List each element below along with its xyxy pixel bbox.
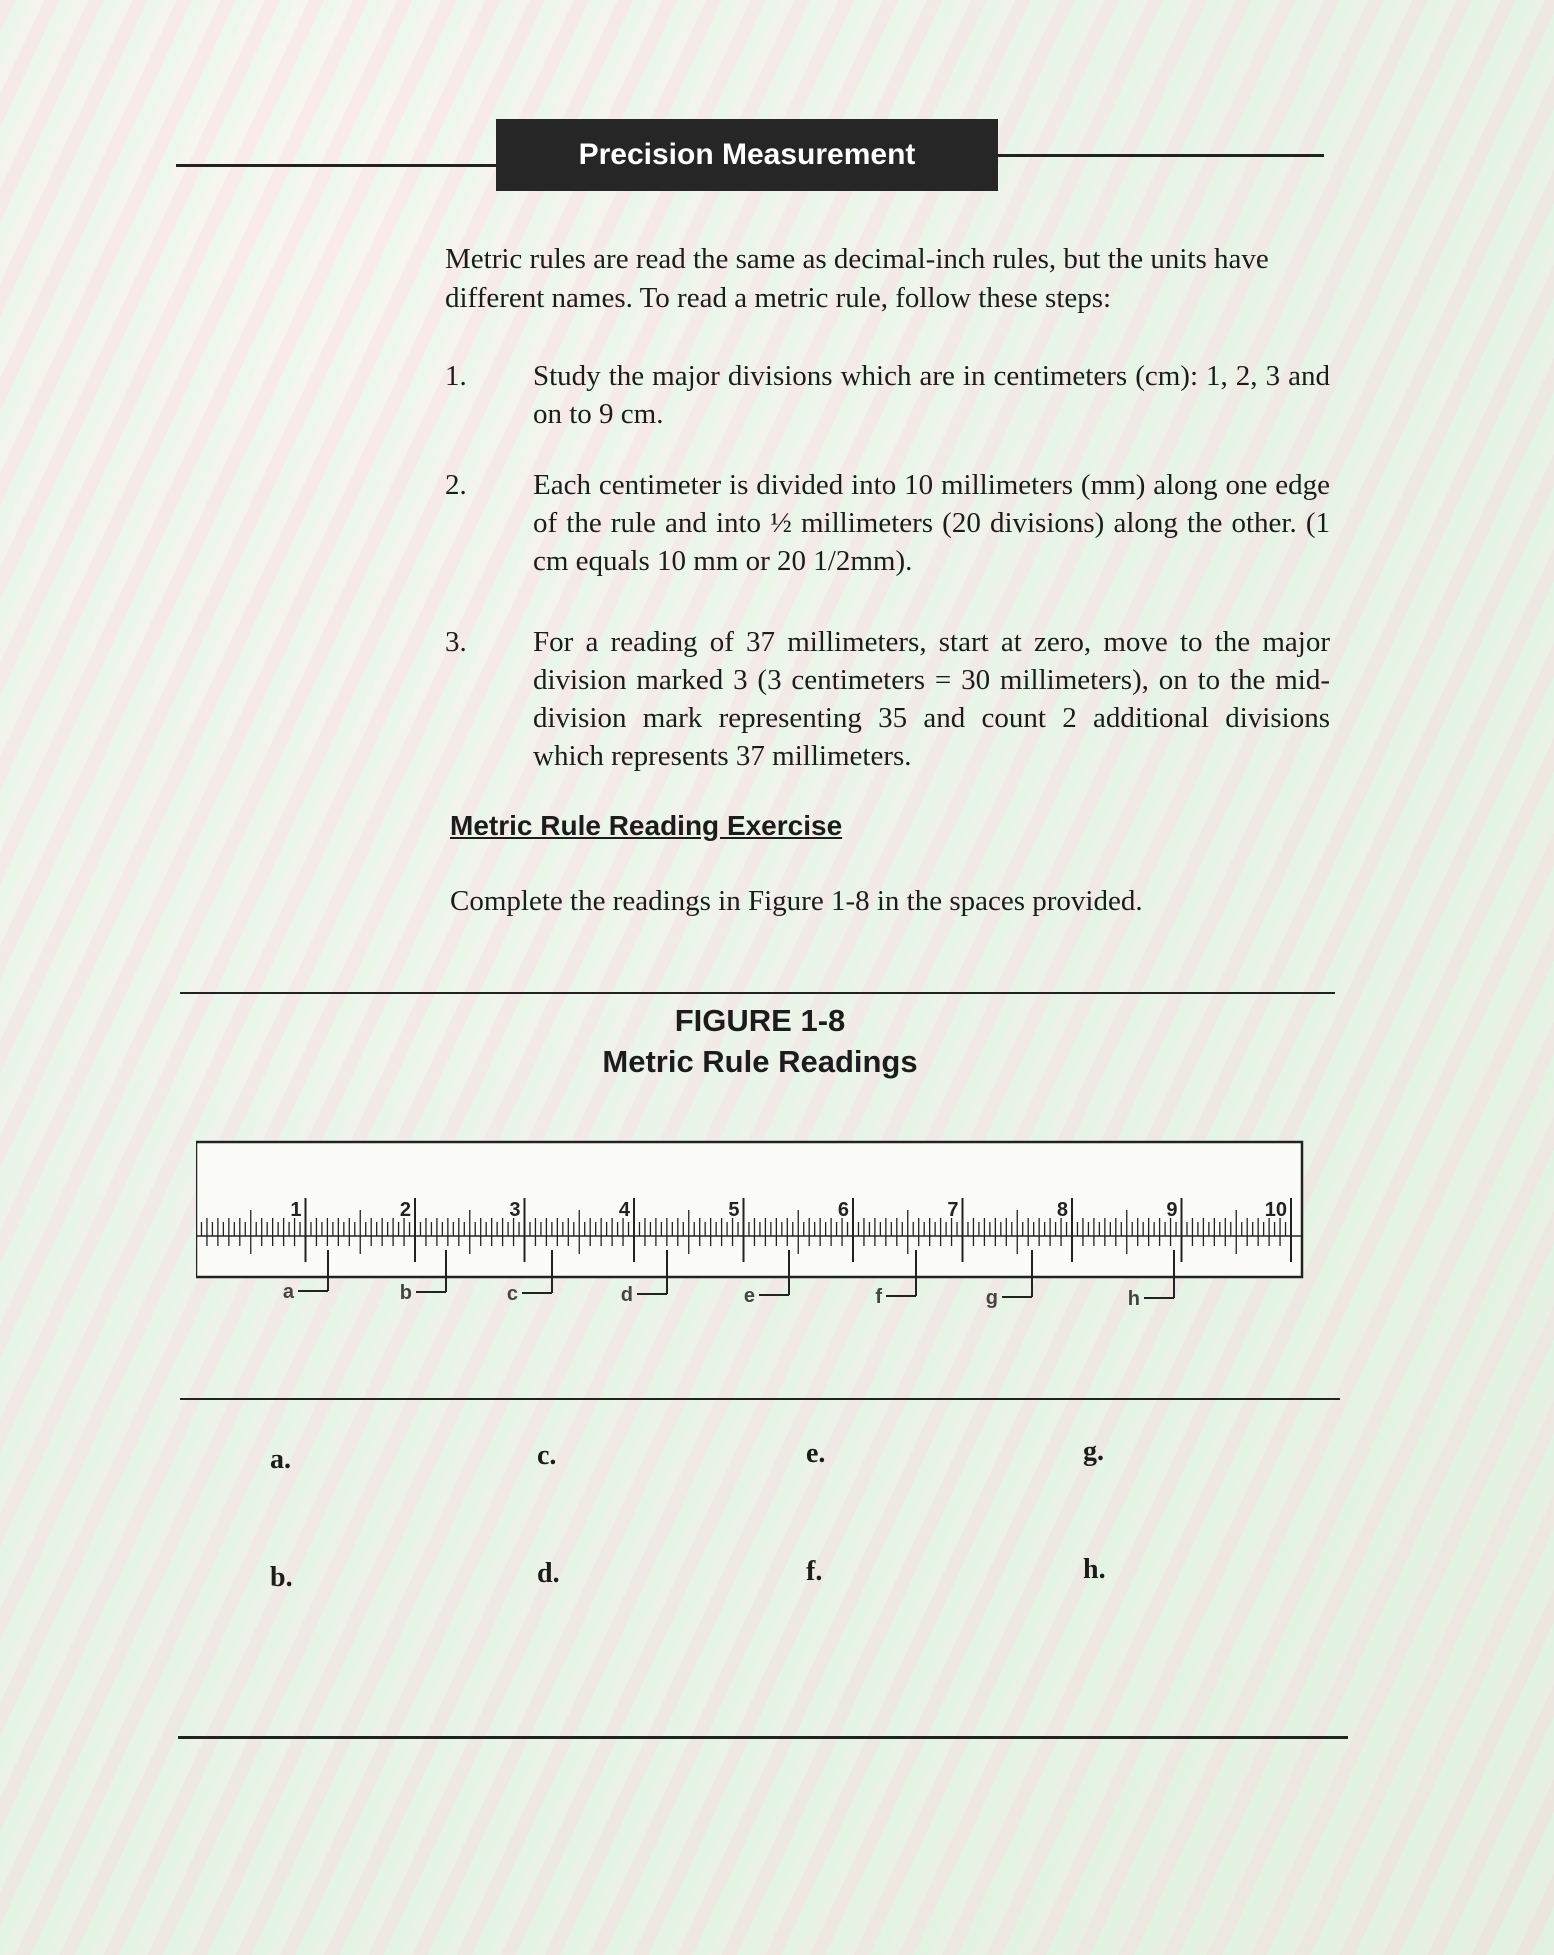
pointer-label-a: a xyxy=(282,1281,294,1303)
answer-a-label: a. xyxy=(270,1444,291,1475)
figure-title xyxy=(560,1000,960,1082)
step-text: Study the major divisions which are in centimeters (cm): 1, 2, 3 and on to 9 cm. xyxy=(533,360,1330,430)
answer-g-label: g. xyxy=(1083,1436,1104,1467)
metric-ruler xyxy=(196,1136,1306,1356)
answer-c-label: c. xyxy=(537,1440,557,1471)
answer-e-label: e. xyxy=(806,1438,826,1469)
ruler-number: 9 xyxy=(1166,1199,1178,1221)
page-header xyxy=(496,119,998,191)
header-rule-left xyxy=(176,164,496,167)
ruler-number: 2 xyxy=(399,1199,411,1221)
figure-number: FIGURE 1-8 xyxy=(674,1003,846,1038)
ruler-number: 1 xyxy=(290,1199,302,1221)
ruler-number: 3 xyxy=(509,1199,521,1221)
pointer-label-f: f xyxy=(875,1286,882,1308)
answer-b-label: b. xyxy=(270,1562,293,1593)
answer-d-label: d. xyxy=(537,1558,560,1589)
intro-paragraph: Metric rules are read the same as decimal-inch rules, but the units have different names. To read a metric rule, follow these steps: xyxy=(445,243,1269,314)
step-text: For a reading of 37 millimeters, start at zero, move to the major division marked 3 (3 centimeters = 30 millimeters), on to the mid-division mark representing 35 and count 2 additional divisions which represents 37 millimeters. xyxy=(533,626,1330,772)
pointer-label-c: c xyxy=(506,1283,518,1305)
pointer-label-b: b xyxy=(399,1282,412,1304)
ruler-number: 8 xyxy=(1056,1199,1068,1221)
pointer-label-h: h xyxy=(1127,1288,1140,1310)
exercise-title: Metric Rule Reading Exercise xyxy=(450,810,843,841)
ruler-number: 6 xyxy=(837,1199,849,1221)
pointer-label-d: d xyxy=(620,1284,633,1306)
page-bottom-rule xyxy=(178,1736,1348,1739)
ruler-number: 5 xyxy=(728,1199,740,1221)
ruler-number: 7 xyxy=(947,1199,959,1221)
ruler-body xyxy=(196,1142,1302,1277)
figure-bottom-rule xyxy=(180,1398,1340,1400)
header-rule-right xyxy=(998,154,1324,157)
figure-top-rule xyxy=(180,992,1335,994)
ruler-number: 10 xyxy=(1264,1199,1287,1221)
exercise-instruction: Complete the readings in Figure 1-8 in the spaces provided. xyxy=(450,885,1143,917)
answer-f-label: f. xyxy=(806,1556,823,1587)
header-title: Precision Measurement xyxy=(578,138,916,171)
ruler-number: 4 xyxy=(618,1199,630,1221)
step-number: 1. xyxy=(445,360,467,392)
figure-caption: Metric Rule Readings xyxy=(602,1044,918,1079)
pointer-label-e: e xyxy=(743,1285,755,1307)
metric-ruler-graphic xyxy=(196,1136,1306,1356)
step-number: 2. xyxy=(445,469,467,501)
pointer-label-g: g xyxy=(985,1287,998,1309)
answer-h-label: h. xyxy=(1083,1554,1106,1585)
step-text: Each centimeter is divided into 10 millimeters (mm) along one edge of the rule and into ½ millimeters (20 divisions) along the other. (1 cm equals 10 mm or 20 1/2mm). xyxy=(533,469,1330,577)
step-number: 3. xyxy=(445,626,467,658)
